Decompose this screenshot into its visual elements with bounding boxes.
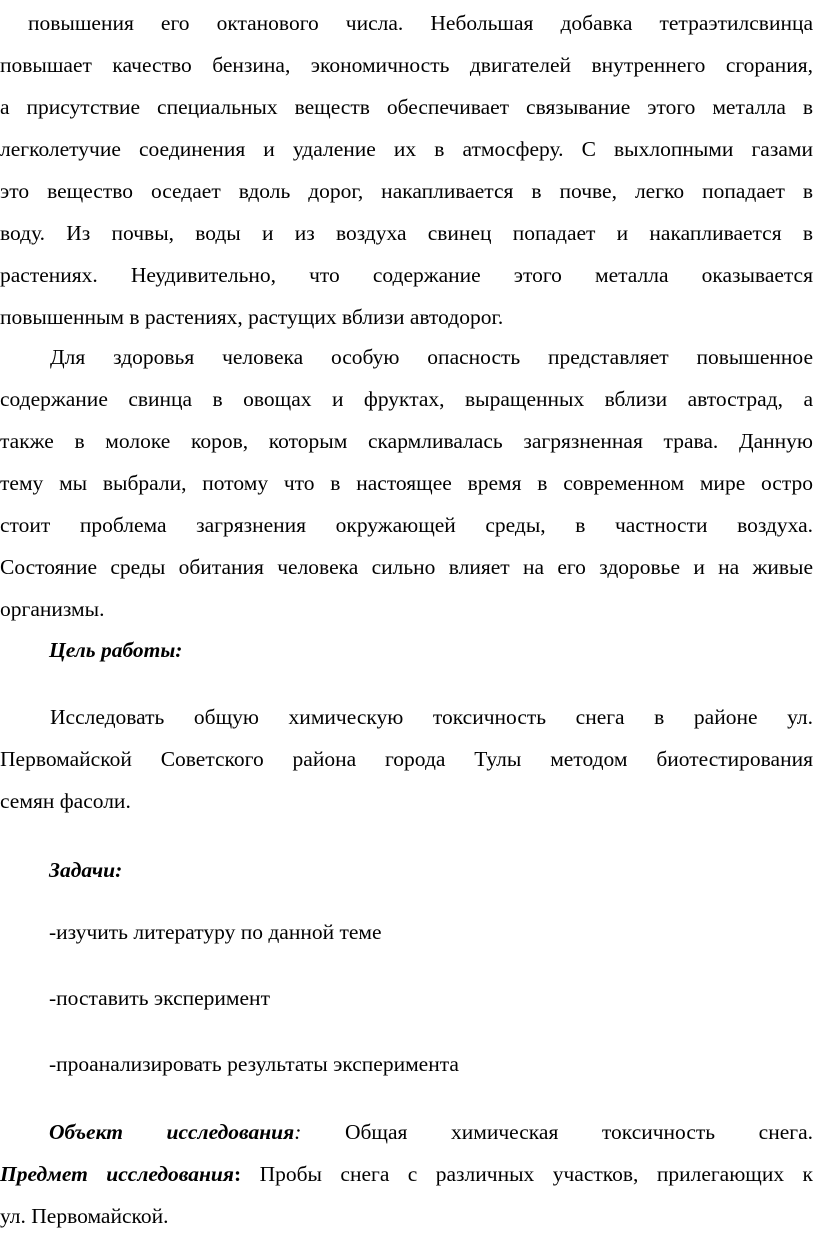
- task-item-1: -изучить литературу по данной теме: [49, 920, 382, 944]
- goal-line-3: семян фасоли.: [0, 789, 131, 813]
- goal-heading: Цель работы:: [49, 638, 183, 662]
- object-label: Объект исследования: [49, 1120, 295, 1144]
- subject-line: [0, 1159, 813, 1189]
- paragraph-1-line-6: воду. Из почвы, воды и из воздуха свинец попадает и накапливается в: [0, 221, 813, 245]
- paragraph-1-line-8: повышенным в растениях, растущих вблизи автодорог.: [0, 305, 504, 329]
- paragraph-1-line-7: растениях. Неудивительно, что содержание этого металла оказывается: [0, 263, 813, 287]
- paragraph-1-line-3: а присутствие специальных веществ обеспечивает связывание этого металла в: [0, 95, 813, 119]
- subject-colon: :: [233, 1162, 242, 1186]
- goal-line-1: Исследовать общую химическую токсичность снега в районе ул.: [50, 705, 813, 729]
- subject-line-2: ул. Первомайской.: [0, 1204, 169, 1228]
- subject-text: Пробы снега с различных участков, прилегающих к: [241, 1162, 813, 1186]
- paragraph-2-line-3: также в молоке коров, которым скармливалась загрязненная трава. Данную: [0, 429, 813, 453]
- object-text: Общая химическая токсичность снега.: [344, 1120, 813, 1144]
- paragraph-1-line-5: это вещество оседает вдоль дорог, накапливается в почве, легко попадает в: [0, 179, 813, 203]
- object-colon: :: [294, 1120, 302, 1144]
- paragraph-2-line-2: содержание свинца в овощах и фруктах, выращенных вблизи автострад, а: [0, 387, 813, 411]
- paragraph-2-line-5: стоит проблема загрязнения окружающей среды, в частности воздуха.: [0, 513, 813, 537]
- object-line: [49, 1117, 813, 1147]
- tasks-heading: Задачи:: [49, 858, 123, 882]
- goal-line-2: Первомайской Советского района города Тулы методом биотестирования: [0, 747, 813, 771]
- paragraph-2-line-7: организмы.: [0, 597, 105, 621]
- paragraph-1-line-4: легколетучие соединения и удаление их в атмосферу. С выхлопными газами: [0, 137, 813, 161]
- paragraph-1-line-1: повышения его октанового числа. Небольшая добавка тетраэтилсвинца: [28, 11, 813, 35]
- task-item-2: -поставить эксперимент: [49, 986, 270, 1010]
- paragraph-2-line-1: Для здоровья человека особую опасность представляет повышенное: [50, 345, 813, 369]
- paragraph-1-line-2: повышает качество бензина, экономичность двигателей внутреннего сгорания,: [0, 53, 813, 77]
- subject-label: Предмет исследования: [0, 1162, 234, 1186]
- paragraph-2-line-4: тему мы выбрали, потому что в настоящее время в современном мире остро: [0, 471, 813, 495]
- paragraph-2-line-6: Состояние среды обитания человека сильно влияет на его здоровье и на живые: [0, 555, 813, 579]
- task-item-3: -проанализировать результаты эксперимента: [49, 1052, 459, 1076]
